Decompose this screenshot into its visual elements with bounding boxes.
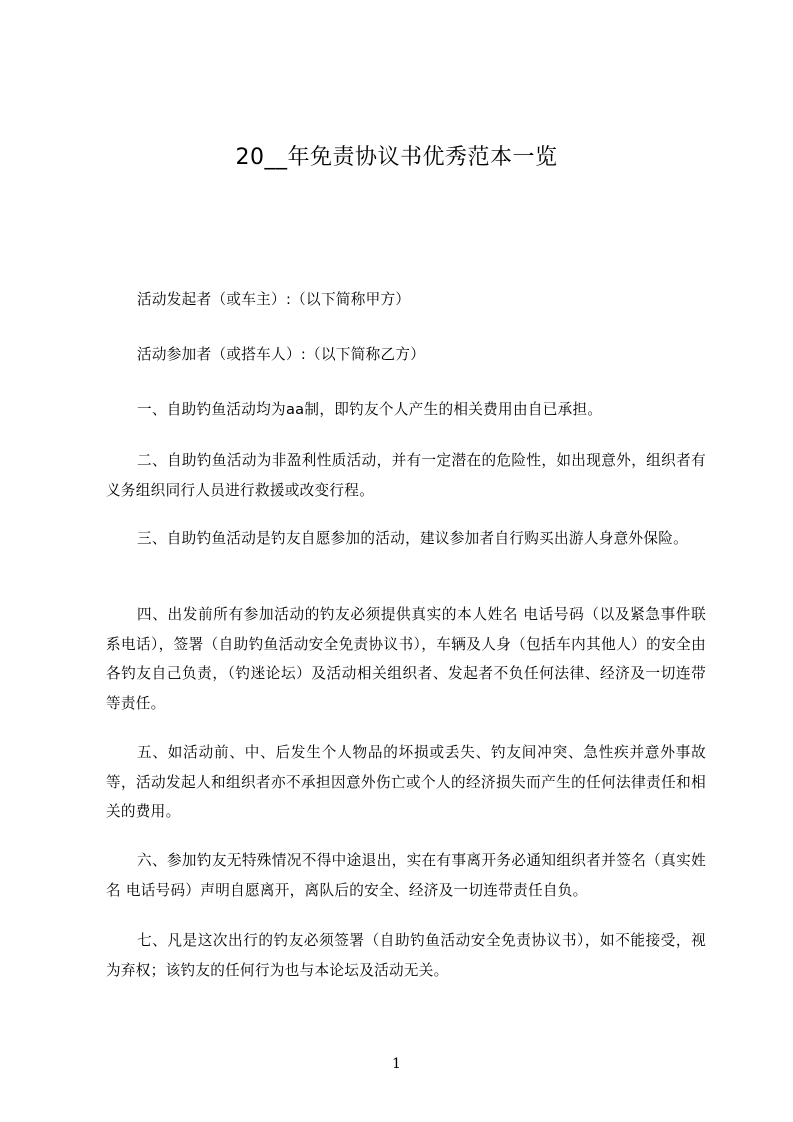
page-number: 1 [392,1056,401,1072]
clause-5: 五、如活动前、中、后发生个人物品的坏损或丢失、钓友间冲突、急性疾并意外事故等，活动发起人和组织者亦不承担因意外伤亡或个人的经济损失而产生的任何法律责任和相关的费用。 [106,744,706,820]
clause-2: 二、自助钓鱼活动为非盈利性质活动，并有一定潜在的危险性，如出现意外，组织者有义务组织同行人员进行救援或改变行程。 [106,452,706,499]
party-a-line: 活动发起者（或车主）:（以下简称甲方） [137,291,411,308]
clause-3: 三、自助钓鱼活动是钓友自愿参加的活动，建议参加者自行购买出游人身意外保险。 [137,530,689,547]
clause-1: 一、自助钓鱼活动均为aa制，即钓友个人产生的相关费用由自已承担。 [137,401,603,418]
party-b-line: 活动参加者（或搭车人）:（以下简称乙方） [137,346,426,363]
clause-6: 六、参加钓友无特殊情况不得中途退出，实在有事离开务必通知组织者并签名（真实姓名 电话号码）声明自愿离开，离队后的安全、经济及一切连带责任自负。 [106,852,706,899]
clause-7: 七、凡是这次出行的钓友必须签署（自助钓鱼活动安全免责协议书），如不能接受，视为弃权；该钓友的任何行为也与本论坛及活动无关。 [106,932,706,979]
clause-4: 四、出发前所有参加活动的钓友必须提供真实的本人姓名 电话号码（以及紧急事件联系电话），签署（自助钓鱼活动安全免责协议书），车辆及人身（包括车内其他人）的安全由各钓友自己负责，（钓迷论坛）及活动相关组织者、发起者不负任何法律、经济及一切连带等责任。 [106,606,706,712]
document-title: 20__年免责协议书优秀范本一览 [235,145,558,170]
